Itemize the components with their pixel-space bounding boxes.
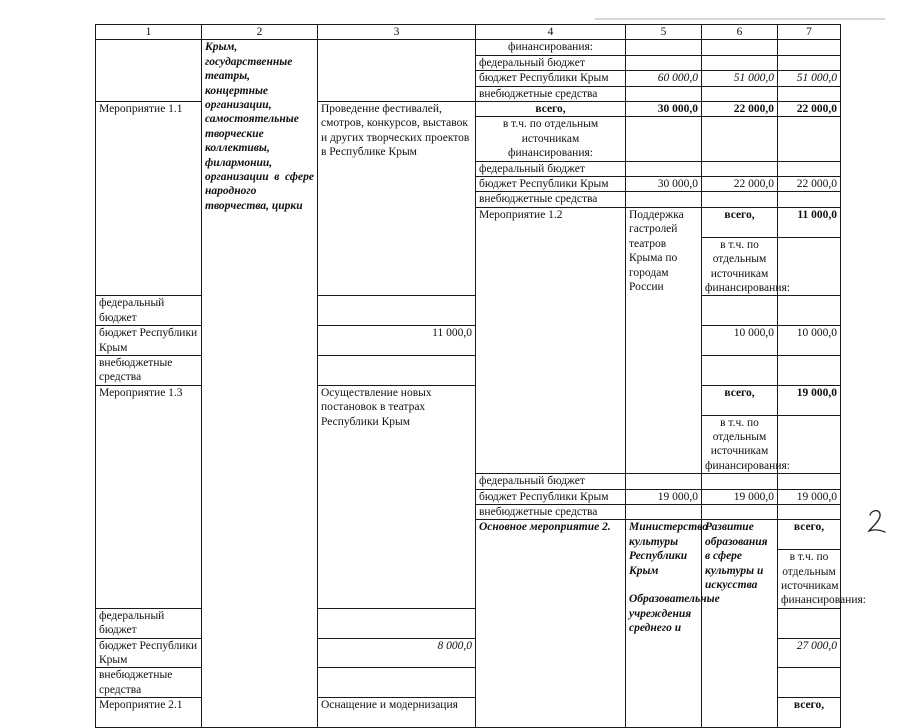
main-measure-name: Основное мероприятие 2.	[476, 520, 626, 728]
value-cell	[626, 474, 702, 489]
measure-name: Мероприятие 1.3	[96, 385, 202, 608]
main-measure-desc: Развитие образования в сфере культуры и искусства	[702, 520, 778, 728]
col-header-4: 4	[476, 25, 626, 40]
source-label: внебюджетные средства	[476, 86, 626, 101]
source-label: бюджет Республики Крым	[96, 638, 202, 668]
value-cell	[778, 296, 841, 326]
source-label: в т.ч. по отдельным источникам финансирования:	[778, 550, 841, 609]
col-header-1: 1	[96, 25, 202, 40]
value-cell: 22 000,0	[702, 102, 778, 117]
value-cell	[702, 40, 778, 55]
value-cell: 30 000,0	[626, 177, 702, 192]
value-cell	[702, 86, 778, 101]
total-label: всего,	[702, 207, 778, 237]
value-cell	[626, 40, 702, 55]
value-cell: 19 000,0	[778, 385, 841, 415]
value-cell	[702, 161, 778, 176]
cell-empty	[96, 40, 202, 102]
source-label: федеральный бюджет	[476, 161, 626, 176]
source-label: бюджет Республики Крым	[476, 177, 626, 192]
value-cell: 11 000,0	[778, 207, 841, 237]
source-label: в т.ч. по отдельным источникам финансирования:	[702, 237, 778, 296]
value-cell: 22 000,0	[702, 177, 778, 192]
measure-desc: Осуществление новых постановок в театрах Республики Крым	[318, 385, 476, 608]
value-cell: 51 000,0	[702, 71, 778, 86]
measure-name: Мероприятие 2.1	[96, 698, 202, 728]
value-cell: 10 000,0	[702, 326, 778, 356]
col-header-6: 6	[702, 25, 778, 40]
value-cell	[702, 117, 778, 161]
value-cell	[778, 608, 841, 638]
source-label: внебюджетные средства	[476, 505, 626, 520]
value-cell	[318, 668, 476, 698]
budget-table	[95, 24, 866, 728]
source-label: бюджет Республики Крым	[96, 326, 202, 356]
value-cell	[318, 355, 476, 385]
value-cell: 19 000,0	[626, 489, 702, 504]
col-header-3: 3	[318, 25, 476, 40]
main-measure-executor	[626, 520, 720, 728]
value-cell	[778, 668, 841, 698]
source-label: финансирования:	[476, 40, 626, 55]
measure-name: Мероприятие 1.2	[476, 207, 626, 473]
value-cell	[778, 86, 841, 101]
value-cell: 60 000,0	[626, 71, 702, 86]
total-label: всего,	[778, 698, 841, 728]
value-cell	[318, 608, 476, 638]
value-cell	[626, 55, 702, 70]
value-cell: 11 000,0	[318, 326, 476, 356]
value-cell	[778, 355, 841, 385]
source-label: внебюджетные средства	[476, 192, 626, 207]
total-label: всего,	[476, 102, 626, 117]
value-cell	[702, 355, 778, 385]
handwritten-mark	[866, 506, 888, 536]
value-cell	[778, 55, 841, 70]
source-label: внебюджетные средства	[96, 668, 202, 698]
value-cell: 19 000,0	[702, 489, 778, 504]
value-cell	[626, 86, 702, 101]
value-cell	[778, 192, 841, 207]
executor-ministry: Министерство культуры Республики Крым	[629, 521, 708, 577]
col-header-2: 2	[202, 25, 318, 40]
col-header-7: 7	[778, 25, 841, 40]
value-cell	[778, 161, 841, 176]
source-label: федеральный бюджет	[96, 296, 202, 326]
header-row	[96, 25, 841, 40]
value-cell: 30 000,0	[626, 102, 702, 117]
measure-name: Мероприятие 1.1	[96, 102, 202, 296]
value-cell	[702, 192, 778, 207]
scan-artifact	[595, 18, 885, 20]
source-label: в т.ч. по отдельным источникам финансирования:	[702, 415, 778, 474]
value-cell: 22 000,0	[778, 102, 841, 117]
executor-edu: Образовательные учреждения среднего и	[629, 593, 720, 635]
value-cell	[702, 474, 778, 489]
measure-desc: Оснащение и модернизация	[318, 698, 476, 728]
col-header-5: 5	[626, 25, 702, 40]
value-cell	[702, 55, 778, 70]
value-cell	[702, 296, 778, 326]
source-label: федеральный бюджет	[476, 55, 626, 70]
value-cell: 19 000,0	[778, 489, 841, 504]
value-cell	[778, 40, 841, 55]
value-cell: 8 000,0	[318, 638, 476, 668]
source-label: в т.ч. по отдельным источникам финансирования:	[476, 117, 626, 161]
value-cell: 51 000,0	[778, 71, 841, 86]
value-cell: 22 000,0	[778, 177, 841, 192]
value-cell	[626, 192, 702, 207]
value-cell	[778, 117, 841, 161]
source-label: федеральный бюджет	[476, 474, 626, 489]
value-cell	[626, 117, 702, 161]
measure-desc: Проведение фестивалей, смотров, конкурсов, выставок и других творческих проектов в Республике Крым	[318, 102, 476, 296]
value-cell	[626, 505, 702, 520]
source-label: федеральный бюджет	[96, 608, 202, 638]
value-cell	[318, 296, 476, 326]
measure-desc: Поддержка гастролей театров Крыма по городам России	[626, 207, 702, 473]
source-label: бюджет Республики Крым	[476, 71, 626, 86]
source-label: бюджет Республики Крым	[476, 489, 626, 504]
executor-org-cell: Крым, государственные театры, концертные организации, самостоятельные творческие коллективы, филармонии, организации в сфере народного творчества, цирки	[202, 40, 318, 728]
total-label: всего,	[778, 520, 841, 550]
table-row	[96, 40, 841, 55]
value-cell: 27 000,0	[778, 638, 841, 668]
total-label: всего,	[702, 385, 778, 415]
value-cell	[778, 474, 841, 489]
value-cell	[702, 505, 778, 520]
cell-empty	[318, 40, 476, 102]
value-cell	[626, 161, 702, 176]
value-cell: 10 000,0	[778, 326, 841, 356]
source-label: внебюджетные средства	[96, 355, 202, 385]
value-cell	[778, 505, 841, 520]
